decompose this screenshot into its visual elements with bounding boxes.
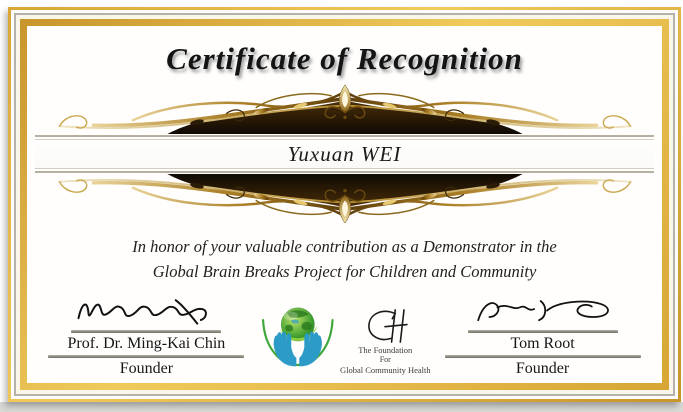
signature-rule <box>71 330 221 333</box>
signature-rule <box>445 355 641 358</box>
foundation-logo-group <box>258 296 431 378</box>
signature-rule <box>48 355 244 358</box>
frame-gap-inner <box>16 15 673 394</box>
ornament-and-name-band <box>35 81 654 227</box>
photo-background-strip <box>0 402 683 412</box>
gold-flourish-top-icon <box>49 81 641 135</box>
signatory-left <box>35 293 258 378</box>
signatory-name: Prof. Dr. Ming-Kai Chin <box>67 335 226 352</box>
gch-monogram-icon <box>358 307 412 345</box>
foundation-line-1: The Foundation <box>358 344 413 355</box>
signatory-role: Founder <box>119 360 174 377</box>
signature-row <box>27 293 662 378</box>
certificate-title: Certificate of Recognition <box>166 41 523 76</box>
inner-gold-frame <box>20 19 669 390</box>
frame-gap <box>11 10 678 399</box>
globe-in-hands-icon <box>258 296 338 376</box>
foundation-text-block <box>339 307 431 376</box>
silver-frame-line <box>14 13 675 396</box>
signatory-right <box>431 293 654 378</box>
citation-text <box>132 235 556 285</box>
foundation-name <box>340 345 431 376</box>
citation-line-2: Global Brain Breaks Project for Children and Community <box>152 261 537 281</box>
certificate <box>8 7 681 402</box>
signatory-name: Tom Root <box>510 335 575 352</box>
foundation-line-2: For <box>379 355 391 365</box>
gold-flourish-bottom-icon <box>49 173 641 227</box>
signature-rule <box>468 330 618 333</box>
signature-tom-root-icon <box>453 293 633 329</box>
recipient-name: Yuxuan WEI <box>287 141 402 166</box>
recipient-name-band <box>35 135 654 173</box>
signatory-role: Founder <box>515 360 570 377</box>
certificate-content <box>27 26 662 383</box>
signature-ming-kai-chin-icon <box>61 293 231 329</box>
outer-gold-frame <box>8 7 681 402</box>
citation-line-1: In honor of your valuable contribution as a Demonstrator in the <box>132 237 557 256</box>
foundation-line-3: Global Community Health <box>339 365 431 376</box>
